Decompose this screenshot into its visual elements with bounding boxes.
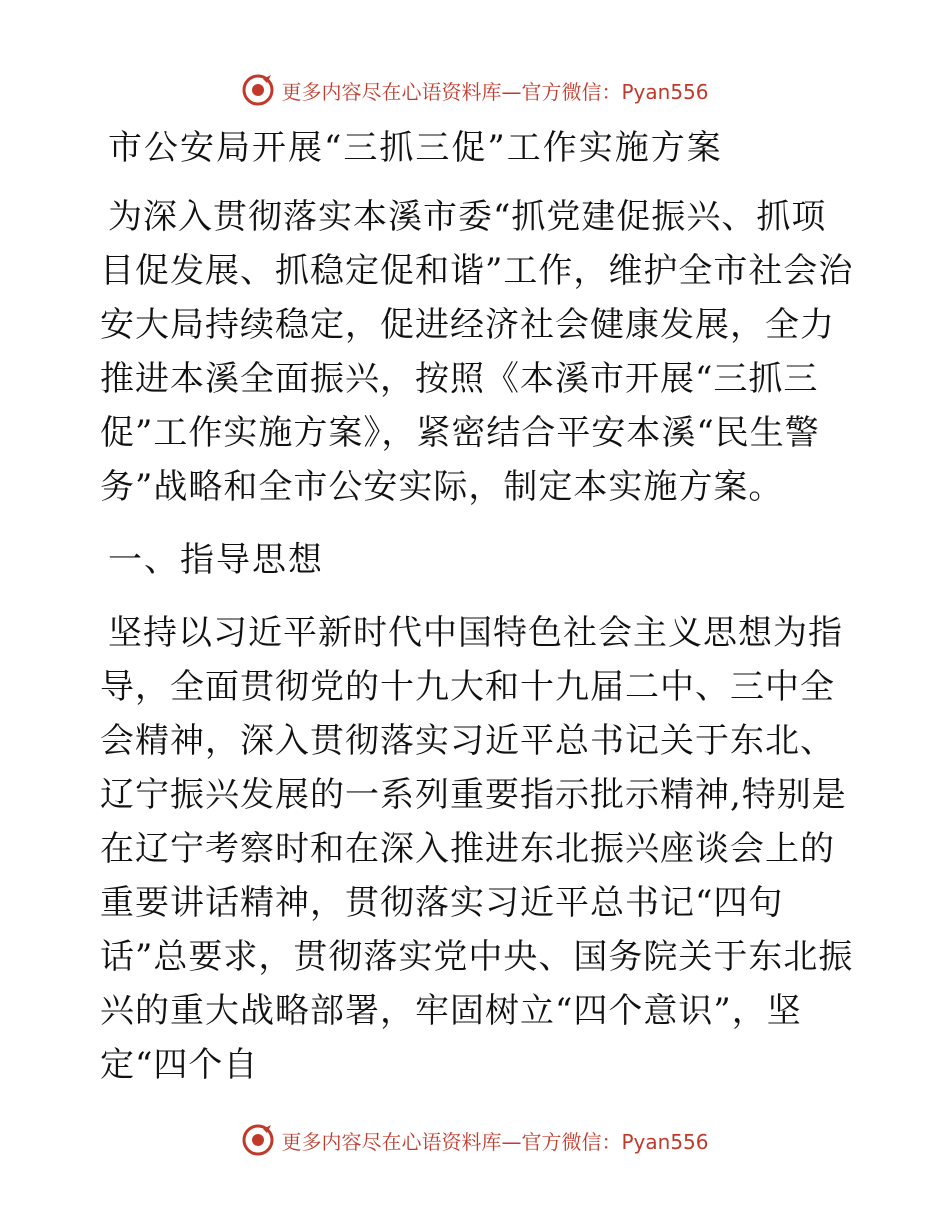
- watermark-footer: [0, 1120, 950, 1160]
- watermark-header: [0, 70, 950, 110]
- document-page: [100, 120, 860, 1092]
- brand-logo-icon: [241, 73, 275, 107]
- watermark-text: 更多内容尽在心语资料库—官方微信：Pyan556: [281, 79, 709, 104]
- section-paragraph-guiding-ideology: 坚持以习近平新时代中国特色社会主义思想为指导，全面贯彻党的十九大和十九届二中、三中全会精神，深入贯彻落实习近平总书记关于东北、辽宁振兴发展的一系列重要指示批示精神,特别是在辽宁考察时和在深入推进东北振兴座谈会上的重要讲话精神，贯彻落实习近平总书记“四句话”总要求，贯彻落实党中央、国务院关于东北振兴的重大战略部署，牢固树立“四个意识”，坚定“四个自: [100, 613, 854, 1085]
- document-title: 市公安局开展“三抓三促”工作实施方案: [108, 128, 723, 168]
- intro-paragraph: 为深入贯彻落实本溪市委“抓党建促振兴、抓项目促发展、抓稳定促和谐”工作，维护全市社会治安大局持续稳定，促进经济社会健康发展，全力推进本溪全面振兴，按照《本溪市开展“三抓三促”工作实施方案》，紧密结合平安本溪“民生警务”战略和全市公安实际，制定本实施方案。: [100, 197, 854, 507]
- brand-logo-icon: [241, 1123, 275, 1157]
- section-heading-guiding-ideology: 一、指导思想: [108, 540, 324, 580]
- watermark-text: 更多内容尽在心语资料库—官方微信：Pyan556: [281, 1129, 709, 1154]
